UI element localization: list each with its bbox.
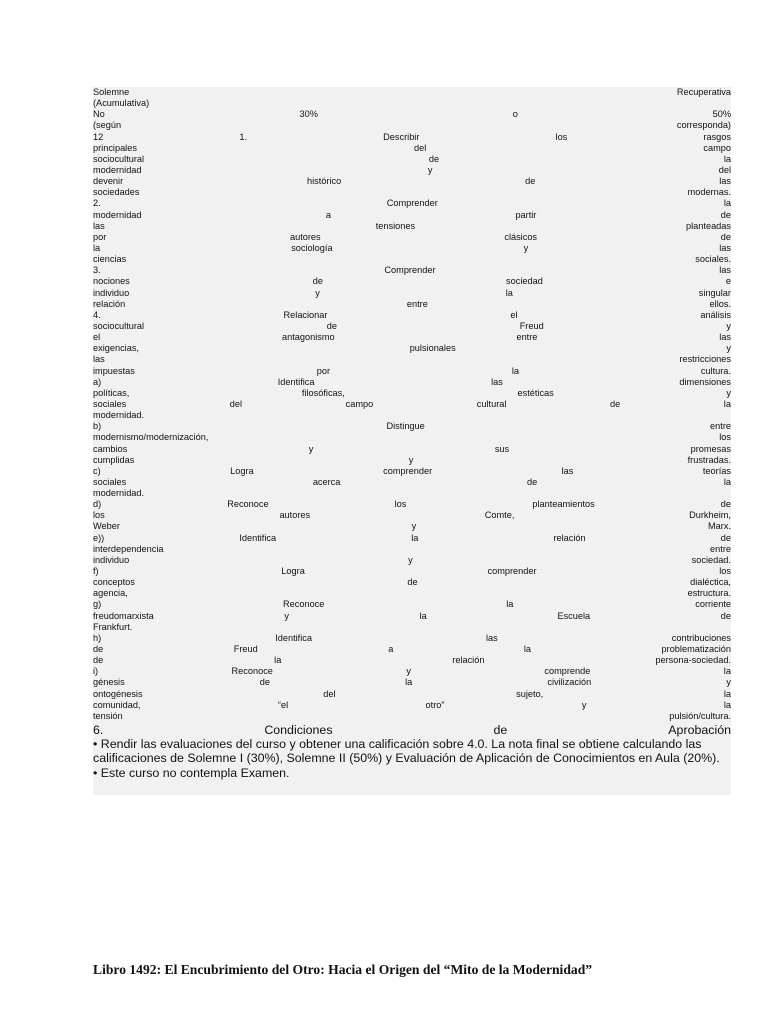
text-word: sociales (93, 398, 127, 409)
text-word: 3. (93, 265, 101, 276)
text-word: filosóficas, (301, 387, 345, 398)
text-line (93, 689, 731, 700)
text-word: Describir (383, 131, 420, 142)
text-word: a (388, 644, 394, 655)
text-word: análisis (700, 309, 731, 320)
text-line (93, 198, 731, 209)
text-line (93, 254, 731, 265)
text-word: de (720, 231, 731, 242)
text-word: Weber (93, 521, 120, 532)
text-word: de (428, 153, 440, 164)
text-word: de (407, 577, 418, 588)
text-line (93, 588, 731, 599)
text-word: del (229, 398, 243, 409)
text-line (93, 666, 731, 677)
text-line (93, 700, 731, 711)
text-word: pulsión/cultura. (669, 710, 731, 721)
text-word: sus (494, 443, 510, 454)
text-line (93, 399, 731, 410)
text-line (93, 109, 731, 120)
course-text-block (93, 87, 731, 795)
text-line (93, 432, 731, 443)
text-line (93, 444, 731, 455)
text-word: Freud (519, 320, 544, 331)
text-word: corriente (695, 599, 731, 610)
text-word: sociales (93, 476, 127, 487)
text-word: la (723, 688, 731, 699)
text-word: tensiones (375, 220, 416, 231)
text-word: individuo (93, 554, 130, 565)
text-word: campo (703, 142, 731, 153)
text-word: la (523, 644, 532, 655)
text-word: Relacionar (283, 309, 328, 320)
text-word: modernas. (687, 187, 731, 198)
text-word: h) (93, 632, 102, 643)
text-line (93, 477, 731, 488)
text-word: cultural (476, 398, 507, 409)
text-word: y (406, 666, 411, 677)
text-word: y (308, 443, 314, 454)
text-word: antagonismo (282, 332, 335, 343)
text-word: Comte, (484, 510, 515, 521)
text-word: por (93, 231, 107, 242)
text-word: de (259, 677, 270, 688)
text-word: teorías (702, 465, 731, 476)
text-word: las (719, 176, 731, 187)
text-word: las (485, 632, 498, 643)
text-word: y (581, 699, 587, 710)
text-line (93, 243, 731, 254)
text-word: promesas (690, 443, 731, 454)
text-word: exigencias, (93, 343, 139, 354)
text-word: principales (93, 142, 137, 153)
text-word: estéticas (517, 387, 554, 398)
text-word: Comprender (384, 265, 436, 276)
text-word: e (725, 276, 731, 287)
text-word: ellos. (709, 298, 731, 309)
text-word: 50% (712, 109, 731, 120)
text-word: comunidad, (93, 699, 141, 710)
text-line (93, 143, 731, 154)
text-line (93, 622, 731, 633)
text-word: tensión (93, 710, 123, 721)
text-word: frustradas. (687, 454, 731, 465)
text-word: modernidad. (93, 410, 145, 421)
text-word: por (316, 365, 330, 376)
text-word: y (523, 242, 529, 253)
text-word: sociedad. (691, 554, 731, 565)
text-word: Frankfurt. (93, 621, 133, 632)
text-word: restricciones (679, 354, 731, 365)
text-line (93, 410, 731, 421)
course-lines (93, 87, 731, 722)
text-word: (según (93, 120, 122, 131)
text-line (93, 544, 731, 555)
text-word: o (512, 109, 518, 120)
text-word: Escuela (557, 610, 591, 621)
text-word: sociocultural (93, 320, 145, 331)
text-word: la (723, 476, 731, 487)
text-word: y (726, 343, 731, 354)
text-word: la (274, 655, 282, 666)
text-word: la (411, 532, 419, 543)
text-word: planteadas (686, 220, 731, 231)
text-word: clásicos (504, 231, 538, 242)
text-line (93, 265, 731, 276)
text-word: y (726, 320, 731, 331)
text-line (93, 555, 731, 566)
text-word: políticas, (93, 387, 130, 398)
text-word: c) (93, 465, 101, 476)
text-word: acerca (312, 476, 341, 487)
text-word: autores (279, 510, 311, 521)
text-word: (Acumulativa) (93, 98, 150, 109)
text-word: devenir (93, 176, 124, 187)
text-word: Distingue (386, 421, 425, 432)
text-line (93, 176, 731, 187)
text-word: civilización (547, 677, 592, 688)
text-word: entre (710, 543, 731, 554)
text-word: ciencias (93, 254, 127, 265)
text-word: Durkheim, (689, 510, 731, 521)
text-line (93, 455, 731, 466)
text-word: entre (516, 332, 538, 343)
text-word: la (723, 398, 731, 409)
text-line (93, 343, 731, 354)
text-line (93, 210, 731, 221)
conditions-heading-word: de (493, 723, 508, 738)
text-line (93, 232, 731, 243)
text-word: i) (93, 666, 99, 677)
text-word: histórico (307, 176, 342, 187)
text-word: los (719, 432, 731, 443)
text-word: rasgos (703, 131, 731, 142)
text-word: del (718, 164, 731, 175)
text-word: y (411, 521, 417, 532)
text-word: de (326, 320, 337, 331)
text-word: Reconoce (283, 599, 325, 610)
text-line (93, 577, 731, 588)
text-word: corresponda) (676, 120, 731, 131)
text-word: de (720, 499, 731, 510)
text-word: las (93, 354, 105, 365)
text-line (93, 521, 731, 532)
text-word: Freud (233, 644, 258, 655)
text-word: Logra (230, 465, 254, 476)
conditions-bullet-grades: • Rendir las evaluaciones del curso y obtener una calificación sobre 4.0. La nota final se obtiene calculando las calificaciones de Solemne I (30%), Solemne II (50%) y Evaluación de Aplicación de Conocimientos en Aula (20%). (93, 737, 720, 766)
conditions-heading-word: Aprobación (668, 723, 731, 738)
text-word: el (93, 332, 101, 343)
text-word: Marx. (708, 521, 731, 532)
text-line (93, 98, 731, 109)
text-word: entre (710, 421, 731, 432)
text-line (93, 299, 731, 310)
text-word: interdependencia (93, 543, 164, 554)
text-word: agencia, (93, 588, 128, 599)
text-word: los (555, 131, 568, 142)
text-line (93, 377, 731, 388)
text-line (93, 677, 731, 688)
text-word: comprender (383, 465, 433, 476)
text-line (93, 644, 731, 655)
text-word: nociones (93, 276, 130, 287)
text-line (93, 611, 731, 622)
text-word: cambios (93, 443, 128, 454)
book-title: Libro 1492: El Encubrimiento del Otro: Hacia el Origen del “Mito de la Modernidad” (93, 962, 593, 977)
text-line (93, 132, 731, 143)
text-word: y (726, 387, 731, 398)
text-line (93, 655, 731, 666)
text-word: pulsionales (409, 343, 456, 354)
text-line (93, 711, 731, 722)
text-word: el (510, 309, 518, 320)
text-word: planteamientos (532, 499, 595, 510)
text-word: la (723, 153, 731, 164)
text-word: campo (345, 398, 374, 409)
text-word: contribuciones (671, 632, 731, 643)
text-line (93, 366, 731, 377)
text-line (93, 321, 731, 332)
text-word: f) (93, 566, 99, 577)
text-word: 2. (93, 198, 101, 209)
text-line (93, 120, 731, 131)
text-word: Comprender (386, 198, 438, 209)
text-word: de (312, 276, 324, 287)
text-word: dialéctica, (690, 577, 731, 588)
text-word: a) (93, 376, 102, 387)
text-word: 12 (93, 131, 104, 142)
text-word: estructura. (687, 588, 731, 599)
text-word: Logra (281, 566, 305, 577)
text-line (93, 566, 731, 577)
text-word: sociedad (506, 276, 543, 287)
text-line (93, 354, 731, 365)
text-word: las (93, 220, 105, 231)
text-word: sociocultural (93, 153, 145, 164)
text-word: persona-sociedad. (655, 655, 731, 666)
text-word: individuo (93, 287, 130, 298)
text-word: las (719, 332, 731, 343)
text-word: la (405, 677, 413, 688)
text-word: dimensiones (679, 376, 731, 387)
text-word: del (323, 688, 336, 699)
text-word: la (723, 699, 731, 710)
text-word: sociedades (93, 187, 140, 198)
text-word: freudomarxista (93, 610, 154, 621)
text-word: de (93, 655, 104, 666)
text-word: la (723, 666, 731, 677)
text-line (93, 154, 731, 165)
text-word: comprender (487, 566, 537, 577)
text-word: de (525, 176, 536, 187)
text-word: “el (277, 699, 289, 710)
text-word: otro” (425, 699, 445, 710)
text-word: Identifica (277, 376, 315, 387)
text-line (93, 510, 731, 521)
text-word: y (315, 287, 320, 298)
text-word: sociales. (695, 254, 731, 265)
text-word: cultura. (700, 365, 731, 376)
text-line (93, 466, 731, 477)
text-word: Reconoce (227, 499, 269, 510)
text-word: y (726, 677, 731, 688)
text-word: la (723, 198, 731, 209)
text-word: sujeto, (516, 688, 544, 699)
text-line (93, 310, 731, 321)
conditions-bullet-exam: • Este curso no contempla Examen. (93, 765, 290, 780)
text-line (93, 221, 731, 232)
text-word: modernismo/modernización, (93, 432, 209, 443)
text-word: las (719, 242, 731, 253)
text-word: de (527, 476, 538, 487)
text-word: ontogénesis (93, 688, 143, 699)
text-line (93, 421, 731, 432)
text-line (93, 165, 731, 176)
text-word: los (394, 499, 407, 510)
text-line (93, 332, 731, 343)
text-word: relación (93, 298, 126, 309)
text-word: Solemne (93, 87, 130, 97)
text-word: b) (93, 421, 102, 432)
text-word: los (719, 566, 731, 577)
text-word: y (408, 454, 414, 465)
text-word: las (561, 465, 574, 476)
text-line (93, 488, 731, 499)
text-word: modernidad (93, 164, 142, 175)
text-word: de (720, 532, 731, 543)
text-word: de (93, 644, 104, 655)
text-word: la (505, 287, 513, 298)
text-word: Recuperativa (676, 87, 731, 97)
text-line (93, 633, 731, 644)
text-word: las (491, 376, 503, 387)
text-word: conceptos (93, 577, 135, 588)
text-word: impuestas (93, 365, 135, 376)
text-word: entre (406, 298, 428, 309)
text-word: los (93, 510, 105, 521)
text-word: No (93, 109, 105, 120)
text-word: las (719, 265, 731, 276)
text-word: la (93, 242, 101, 253)
text-word: y (408, 554, 413, 565)
text-word: y (284, 610, 289, 621)
text-word: la (506, 599, 514, 610)
conditions-heading-word: 6. (93, 723, 104, 738)
text-line (93, 187, 731, 198)
text-line (93, 288, 731, 299)
text-word: de (609, 398, 621, 409)
text-word: Identifica (275, 632, 312, 643)
text-word: singular (698, 287, 731, 298)
text-line (93, 276, 731, 287)
text-word: 30% (299, 109, 318, 120)
text-word: g) (93, 599, 102, 610)
text-word: 4. (93, 309, 101, 320)
text-word: la (419, 610, 427, 621)
text-word: d) (93, 499, 102, 510)
text-word: Reconoce (231, 666, 273, 677)
text-word: sociología (291, 242, 333, 253)
text-word: la (511, 365, 519, 376)
text-word: del (414, 142, 427, 153)
text-line (93, 388, 731, 399)
text-word: génesis (93, 677, 125, 688)
text-word: comprende (544, 666, 591, 677)
text-word: relación (452, 655, 485, 666)
text-word: autores (289, 231, 321, 242)
text-word: a (325, 209, 332, 220)
text-word: relación (553, 532, 586, 543)
text-line (93, 499, 731, 510)
text-word: de (720, 209, 731, 220)
conditions-heading-word: Condiciones (264, 723, 333, 738)
conditions-heading (93, 723, 731, 737)
text-line (93, 599, 731, 610)
text-word: cumplidas (93, 454, 135, 465)
text-word: e)) (93, 532, 105, 543)
text-line (93, 87, 731, 98)
text-word: problematización (661, 644, 731, 655)
text-word: 1. (239, 131, 248, 142)
text-word: modernidad (93, 209, 142, 220)
text-word: modernidad. (93, 488, 145, 499)
text-word: y (427, 164, 433, 175)
text-word: Identifica (239, 532, 277, 543)
text-word: partir (515, 209, 537, 220)
text-word: de (720, 610, 731, 621)
text-line (93, 533, 731, 544)
